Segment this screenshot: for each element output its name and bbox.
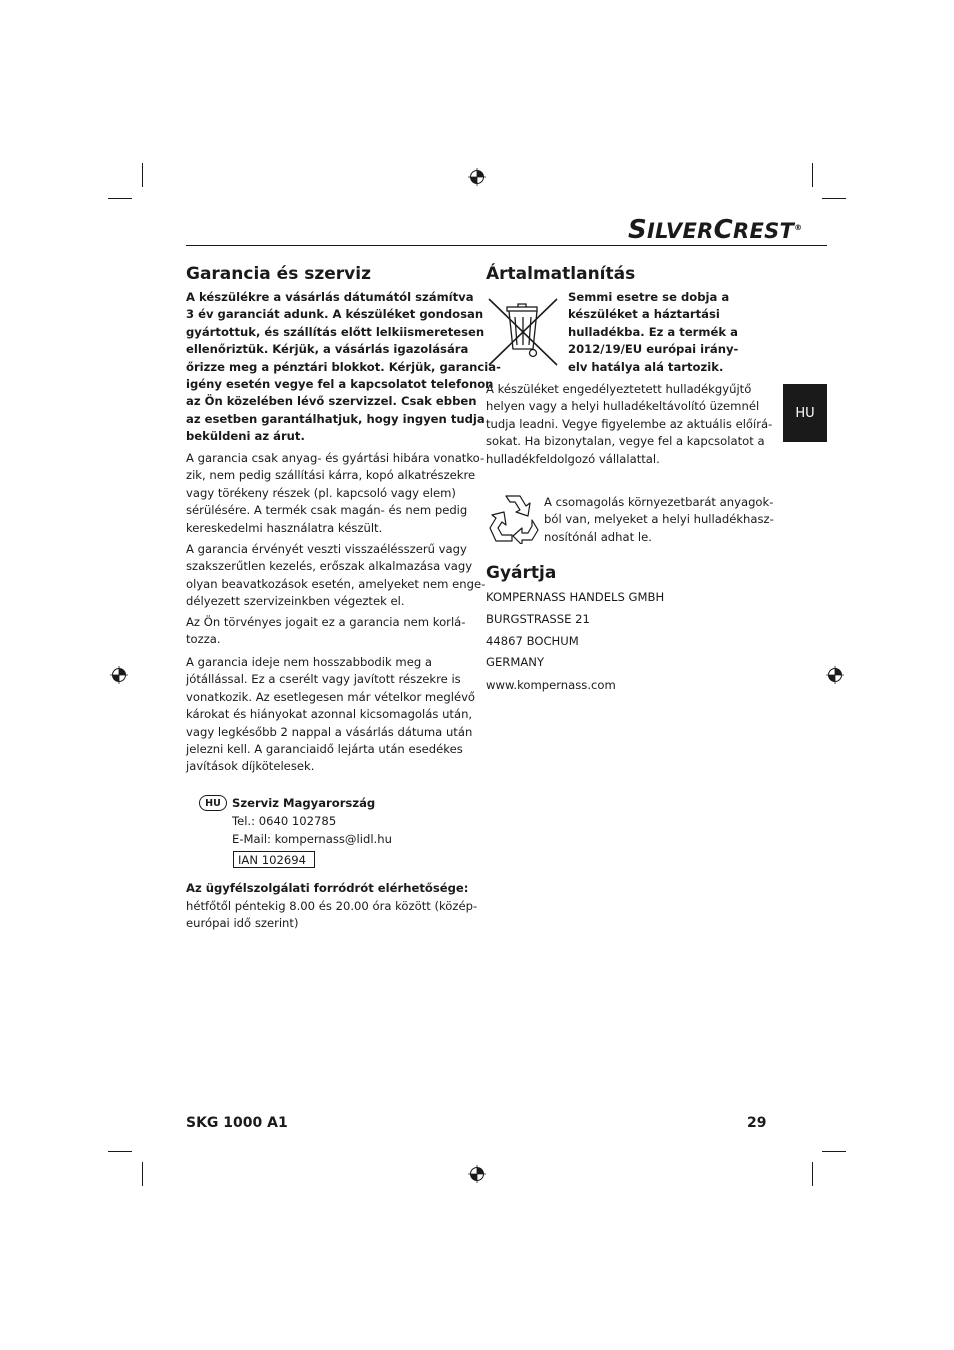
warranty-paragraph-1: A készülékre a vásárlás dátumától számítva 3 év garanciát adunk. A készüléket gondosan gyártottuk, és szállítás előtt lelkiismeretesen ellenőriztük. Kérjük, a vásárlás igazolására őrizze meg a pénztári blokkot. Kérjük, garancia- igény esetén vegye fel a kapcsolatot telefonon az Ön közelében lévő szervizzel. Csak ebben az esetben garantálhatjuk, hogy ingyen tudja beküldeni az árut. (186, 290, 501, 444)
registration-mark-icon (110, 666, 128, 684)
ian-number: IAN 102694 (233, 851, 315, 868)
crop-mark (822, 1151, 846, 1152)
recycling-icon (486, 490, 540, 544)
crop-mark (812, 1162, 813, 1186)
hotline-title: Az ügyfélszolgálati forródrót elérhetősége: (186, 881, 469, 895)
manufacturer-city: 44867 BOCHUM (486, 634, 579, 648)
warranty-paragraph-5: A garancia ideje nem hosszabbodik meg a jótállással. Ez a cserélt vagy javított részekre is vonatkozik. Az esetlegesen már vételkor meglévő károkat és hiányokat azonnal kicsomagolás után, vagy legkésőbb 2 nappal a vásárlás dátuma után jelezni kell. A garanciaidő lejárta után esedékes javítások díjkötelesek. (186, 655, 476, 774)
crop-mark (142, 163, 143, 187)
header-rule (186, 245, 827, 246)
crop-mark (812, 163, 813, 187)
disposal-text: A készüléket engedélyeztetett hulladékgyűjtő helyen vagy a helyi hulladékeltávolító üzemnél tudja leadni. Vegye figyelembe az aktuális előírá- sokat. Ha bizonytalan, vegye fel a kapcsolatot a hulladékfeldolgozó vállalattal. (486, 382, 773, 466)
service-name: Szerviz Magyarország (232, 796, 376, 810)
service-phone: Tel.: 0640 102785 (232, 814, 337, 828)
country-badge: HU (199, 795, 227, 811)
registration-mark-icon (468, 1165, 486, 1183)
manufacturer-website: www.kompernass.com (486, 678, 616, 692)
footer-model: SKG 1000 A1 (186, 1115, 288, 1131)
crop-mark (108, 1151, 132, 1152)
manufacturer-name: KOMPERNASS HANDELS GMBH (486, 590, 665, 604)
registration-mark-icon (468, 168, 486, 186)
manufacturer-country: GERMANY (486, 655, 545, 669)
warranty-paragraph-4: Az Ön törvényes jogait ez a garancia nem korlá- tozza. (186, 615, 466, 647)
page-number: 29 (747, 1115, 767, 1131)
warranty-paragraph-3: A garancia érvényét veszti visszaélésszerű vagy szakszerűtlen kezelés, erőszak alkalmazása vagy olyan beavatkozások esetén, amelyeket nem enge- délyezett szervizeinkben végeztek el. (186, 542, 486, 609)
crop-mark (108, 198, 132, 199)
hotline-hours: hétfőtől péntekig 8.00 és 20.00 óra között (közép- európai idő szerint) (186, 899, 478, 931)
crop-mark (142, 1162, 143, 1186)
warranty-paragraph-2: A garancia csak anyag- és gyártási hibára vonatko- zik, nem pedig szállítási kárra, kopó alkatrészekre vagy törékeny részek (pl. kapcsoló vagy elem) sérülésére. A termék csak magán- és nem pedig kereskedelmi használatra készült. (186, 451, 485, 535)
crop-mark (822, 198, 846, 199)
language-tab-label: HU (795, 405, 815, 421)
disposal-warning: Semmi esetre se dobja a készüléket a háztartási hulladékba. Ez a termék a 2012/19/EU európai irány- elv hatálya alá tartozik. (568, 290, 739, 374)
disposal-title: Ártalmatlanítás (486, 264, 636, 284)
registration-mark-icon (826, 666, 844, 684)
crossed-out-wheelie-bin-icon (487, 297, 559, 367)
language-tab (783, 384, 827, 442)
warranty-title: Garancia és szerviz (186, 264, 371, 284)
recycling-text: A csomagolás környezetbarát anyagok- ból van, melyeket a helyi hulladékhasz- nosítónál adhat le. (544, 495, 774, 544)
manufacturer-street: BURGSTRASSE 21 (486, 612, 590, 626)
service-email: E-Mail: kompernass@lidl.hu (232, 832, 392, 846)
manufacturer-title: Gyártja (486, 563, 557, 583)
brand-logo: SILVERCREST® (628, 215, 803, 245)
